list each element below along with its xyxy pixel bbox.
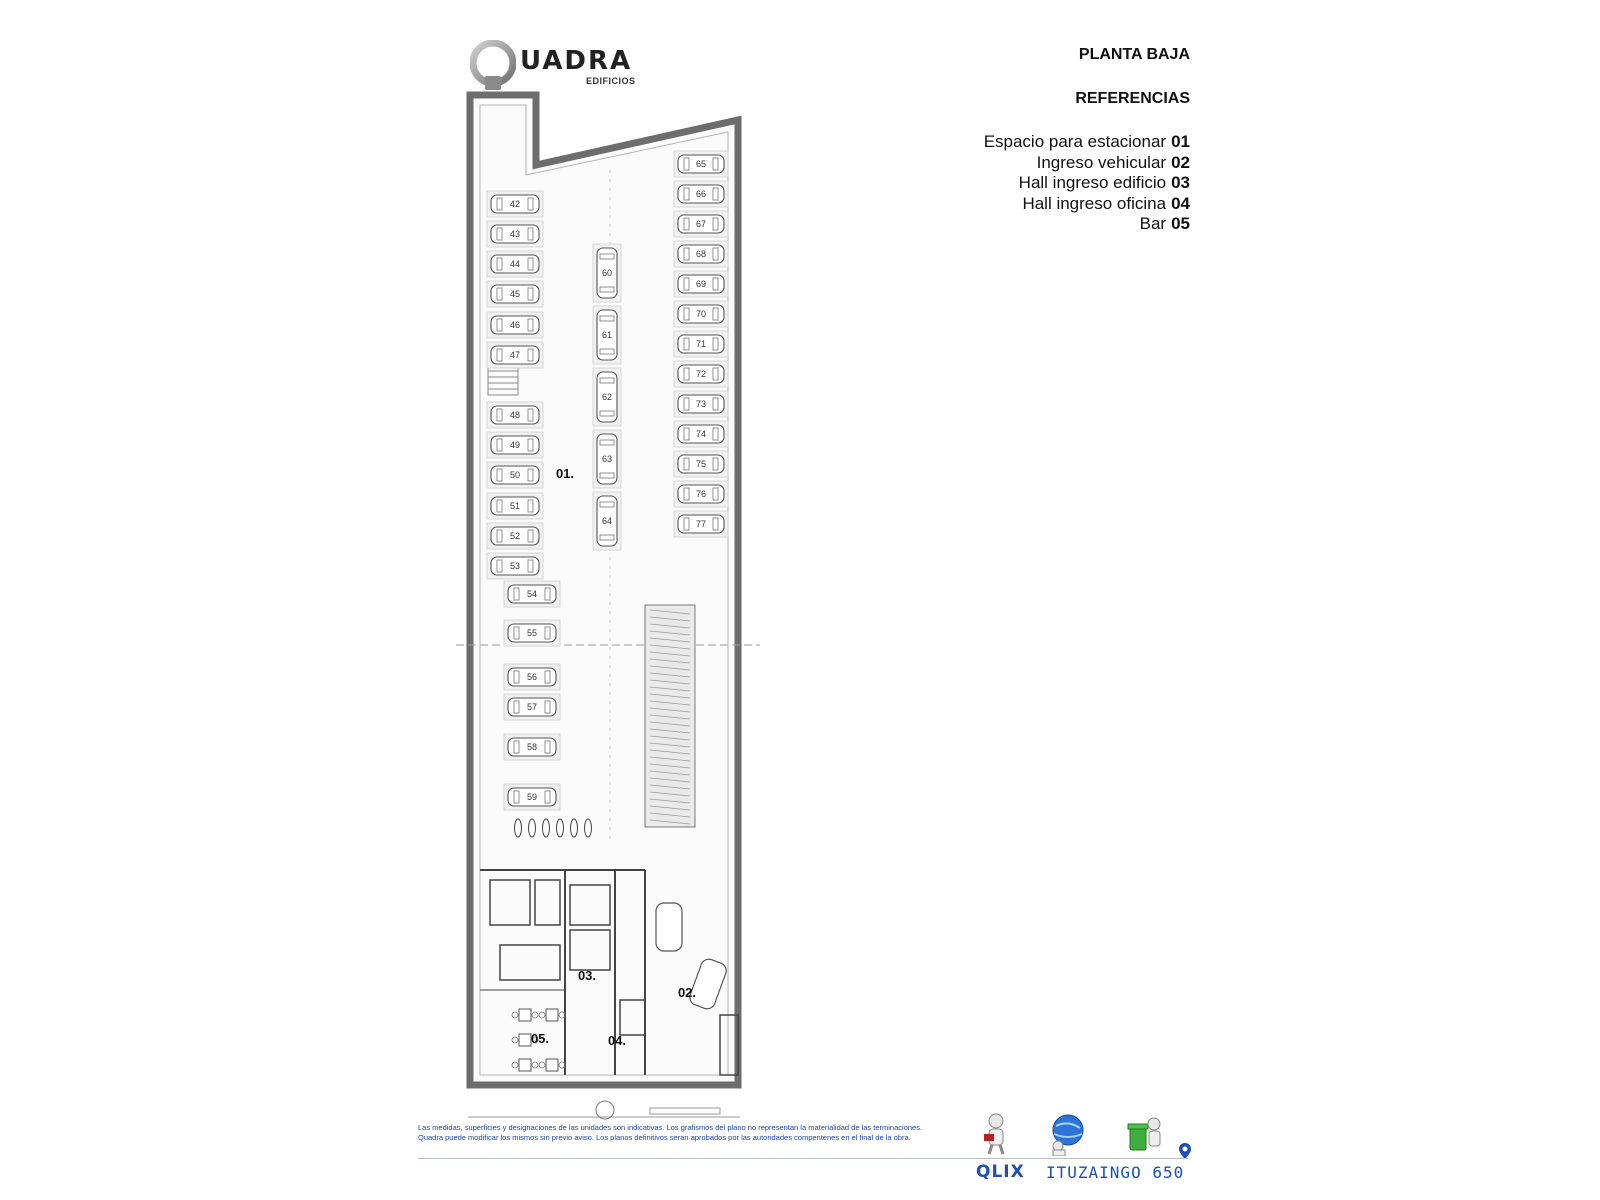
parking-space (674, 481, 728, 507)
parking-space (593, 306, 621, 364)
parking-space (674, 181, 728, 207)
parking-space (593, 368, 621, 426)
parking-space-number: 76 (695, 489, 707, 499)
parking-space-number: 68 (695, 249, 707, 259)
parking-space (487, 342, 543, 368)
parking-space-number: 47 (509, 350, 521, 360)
parking-space (593, 492, 621, 550)
bar-table (546, 1059, 558, 1071)
references-title: REFERENCIAS (1075, 90, 1190, 107)
person-figure-icon (976, 1112, 1016, 1156)
reference-item (984, 214, 1190, 235)
parking-space (674, 211, 728, 237)
zone-label-03: 03. (577, 968, 597, 983)
parking-space (674, 451, 728, 477)
parking-space-number: 75 (695, 459, 707, 469)
reference-item (984, 153, 1190, 174)
parking-space (487, 553, 543, 579)
parking-space-number: 51 (509, 501, 521, 511)
parking-space (674, 151, 728, 177)
parking-space (674, 511, 728, 537)
tree-icon (596, 1101, 614, 1119)
parking-space (674, 421, 728, 447)
parking-space-number: 45 (509, 289, 521, 299)
brand-name: UADRA (520, 46, 633, 76)
parking-space (504, 694, 560, 720)
reference-label: Ingreso vehicular (1036, 152, 1167, 172)
parking-space-number: 71 (695, 339, 707, 349)
parking-space-number: 57 (526, 702, 538, 712)
curb-ramp (650, 1108, 720, 1114)
parking-space-number: 66 (695, 189, 707, 199)
parking-space-number: 67 (695, 219, 707, 229)
parking-space-number: 43 (509, 229, 521, 239)
parking-space (504, 784, 560, 810)
reference-label: Hall ingreso edificio (1018, 173, 1167, 192)
parking-space-number: 60 (601, 268, 613, 278)
parking-space (504, 734, 560, 760)
bar-table (519, 1059, 531, 1071)
parking-space (487, 251, 543, 277)
parking-space-number: 63 (601, 454, 613, 464)
parking-space-number: 46 (509, 320, 521, 330)
reference-code: 01 (1171, 132, 1190, 151)
footer-brand: QLIX (976, 1162, 1025, 1182)
parking-space-number: 56 (526, 672, 538, 682)
parking-space-number: 70 (695, 309, 707, 319)
parking-space (487, 402, 543, 428)
parking-space (504, 664, 560, 690)
zone-label-04: 04. (607, 1033, 627, 1048)
parking-space (487, 523, 543, 549)
reference-code: 05 (1171, 214, 1190, 233)
parking-space-number: 44 (509, 259, 521, 269)
parking-space-number: 52 (509, 531, 521, 541)
reference-code: 02 (1171, 152, 1190, 172)
parking-space-number: 74 (695, 429, 707, 439)
zone-label-05: 05. (530, 1031, 550, 1046)
footer-divider (418, 1158, 1188, 1159)
zone-label-02: 02. (677, 985, 697, 1000)
legal-disclaimer (418, 1123, 998, 1143)
parking-space (674, 301, 728, 327)
parking-space (504, 620, 560, 646)
parking-space-number: 62 (601, 392, 613, 402)
parking-space (593, 244, 621, 302)
references-list (984, 132, 1190, 235)
disclaimer-line-2: Quadra puede modificar los mismos sin previo aviso. Los planos definitivos seran aprobados por las autoridades compentenes en el final de la obra. (418, 1133, 911, 1142)
parking-space-number: 49 (509, 440, 521, 450)
reference-code: 03 (1171, 173, 1190, 192)
parking-space (487, 493, 543, 519)
parking-space (674, 271, 728, 297)
reference-code: 04 (1171, 193, 1190, 213)
parking-space-number: 77 (695, 519, 707, 529)
zone-label-01: 01. (555, 466, 575, 481)
parking-space (487, 191, 543, 217)
parking-space (487, 462, 543, 488)
parking-space-number: 54 (526, 589, 538, 599)
footer-address: ITUZAINGO 650 (1046, 1163, 1185, 1182)
bar-table (519, 1009, 531, 1021)
parking-space-number: 64 (601, 516, 613, 526)
parking-space-number: 72 (695, 369, 707, 379)
floor-plan (440, 80, 770, 1170)
bar-table (546, 1009, 558, 1021)
disclaimer-line-1: Las medidas, superficies y designaciones de las unidades son indicativas. Los grafismos del plano no representan la materialidad de las terminaciones. (418, 1123, 923, 1132)
recycle-bin-icon (1124, 1112, 1164, 1156)
parking-space (487, 432, 543, 458)
reference-label: Espacio para estacionar (983, 132, 1167, 151)
parking-space (487, 221, 543, 247)
reference-item (984, 173, 1190, 194)
parking-space-number: 59 (526, 792, 538, 802)
globe-icon (1046, 1112, 1086, 1156)
bar-table (519, 1034, 531, 1046)
parking-space-number: 53 (509, 561, 521, 571)
parking-space-number: 58 (526, 742, 538, 752)
parking-space (674, 331, 728, 357)
page-title: PLANTA BAJA (1078, 46, 1190, 63)
reference-item (984, 194, 1190, 215)
parking-space-number: 48 (509, 410, 521, 420)
parking-space (674, 361, 728, 387)
brand-sub: EDIFICIOS (586, 76, 636, 86)
parking-space-number: 69 (695, 279, 707, 289)
parking-space (674, 391, 728, 417)
parking-space-number: 50 (509, 470, 521, 480)
parking-space-number: 61 (601, 330, 613, 340)
parking-space (487, 281, 543, 307)
reference-item (984, 132, 1190, 153)
parking-space (487, 312, 543, 338)
parking-space-number: 42 (509, 199, 521, 209)
parking-spaces-center (593, 244, 621, 550)
parking-space (504, 581, 560, 607)
parking-space-number: 55 (526, 628, 538, 638)
parking-space-number: 73 (695, 399, 707, 409)
parking-space (674, 241, 728, 267)
parking-space-number: 65 (695, 159, 707, 169)
reference-label: Bar (1139, 214, 1167, 233)
reference-label: Hall ingreso oficina (1022, 193, 1167, 213)
parking-space (593, 430, 621, 488)
